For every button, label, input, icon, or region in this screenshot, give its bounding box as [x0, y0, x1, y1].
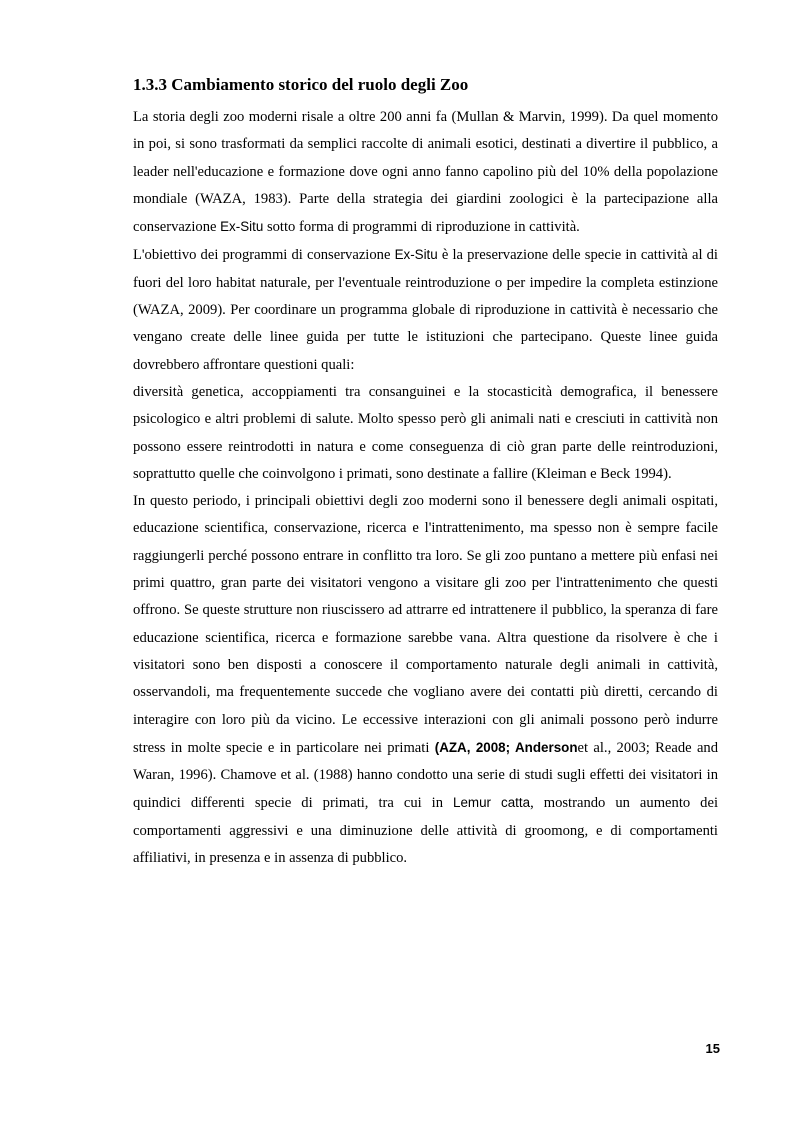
paragraph-ex-situ-start: L'obiettivo dei programmi di conservazione: [133, 247, 395, 264]
species-name: Lemur catta: [453, 795, 531, 811]
paragraph-history-end: sotto forma di programmi di riproduzione in cattività.: [263, 219, 580, 236]
paragraph-objectives-start: In questo periodo, i principali obiettivi degli zoo moderni sono il benessere degli animali ospitati, educazione scientifica, conservazione, ricerca e l'intrattenimento, ma spesso non è sempre facile raggiungerli perché possono entrare in conflitto tra loro. Se gli zoo puntano a mettere più enfasi nei primi quattro, gran parte dei visitatori vengono a visitare gli zoo per l'intrattenimento che questi offrono. Se queste strutture non riuscissero ad attrarre ed intrattenere il pubblico, la speranza di fare educazione scientifica, ricerca e formazione sarebbe vana. Altra questione da risolvere è che i visitatori sono ben disposti a conoscere il comportamento naturale degli animali in cattività, osservandoli, ma frequentemente succede che vogliano avere dei contatti più diretti, cercando di interagire con loro più da vicino. Le eccessive interazioni con gli animali possono però indurre stress in molte specie e in particolare nei primati: [133, 493, 718, 756]
paragraph-objectives-end: , mostrando un aumento dei comportamenti aggressivi e una diminuzione delle attività di groomong, e di comportamenti affiliativi, in presenza e in assenza di pubblico.: [133, 795, 718, 867]
citation-rest: et al., 2003; Reade and Waran, 1996). Chamove et al. (1988) hanno condotto una serie di studi sugli effetti dei visitatori in quindici differenti specie di primati, tra cui in: [133, 739, 719, 812]
paragraph-ex-situ-end: è la preservazione delle specie in cattività al di fuori del loro habitat naturale, per l'eventuale reintroduzione o per impedire la completa estinzione (WAZA, 2009). Per coordinare un programma globale di riproduzione in cattività è necessario che vengano create delle linee guida per tutte le istituzioni che partecipano. Queste linee guida dovrebbero affrontare questioni quali:: [133, 247, 718, 373]
paragraph-history-text: La storia degli zoo moderni risale a oltre 200 anni fa (Mullan & Marvin, 1999). Da quel momento in poi, si sono trasformati da semplici raccolte di animali esotici, destinati a divertire il pubblico, a leader nell'educazione e formazione dove ogni anno fanno capolino più del 10% della popolazione mondiale (WAZA, 1983). Parte della strategia dei giardini zoologici è la partecipazione alla conservazione: [133, 109, 718, 236]
paragraph-history: [133, 104, 718, 241]
section-heading: 1.3.3 Cambiamento storico del ruolo degli Zoo: [133, 75, 469, 94]
page-number: 15: [705, 1041, 720, 1056]
paragraph-ex-situ: [133, 241, 718, 378]
paragraph-objectives: [133, 488, 718, 872]
citation-bold: (AZA, 2008; Anderson: [434, 739, 578, 755]
term-ex-situ-2: Ex-Situ: [394, 247, 438, 263]
paragraph-issues: diversità genetica, accoppiamenti tra consanguinei e la stocasticità demografica, il benessere psicologico e altri problemi di salute. Molto spesso però gli animali nati e cresciuti in cattività non possono essere reintrodotti in natura e come conseguenza di ciò gran parte delle reintroduzioni, soprattutto quelle che coinvolgono i primati, sono destinate a fallire (Kleiman e Beck 1994).: [133, 383, 718, 482]
body-text: [133, 104, 718, 872]
term-ex-situ: Ex-Situ: [220, 219, 264, 235]
